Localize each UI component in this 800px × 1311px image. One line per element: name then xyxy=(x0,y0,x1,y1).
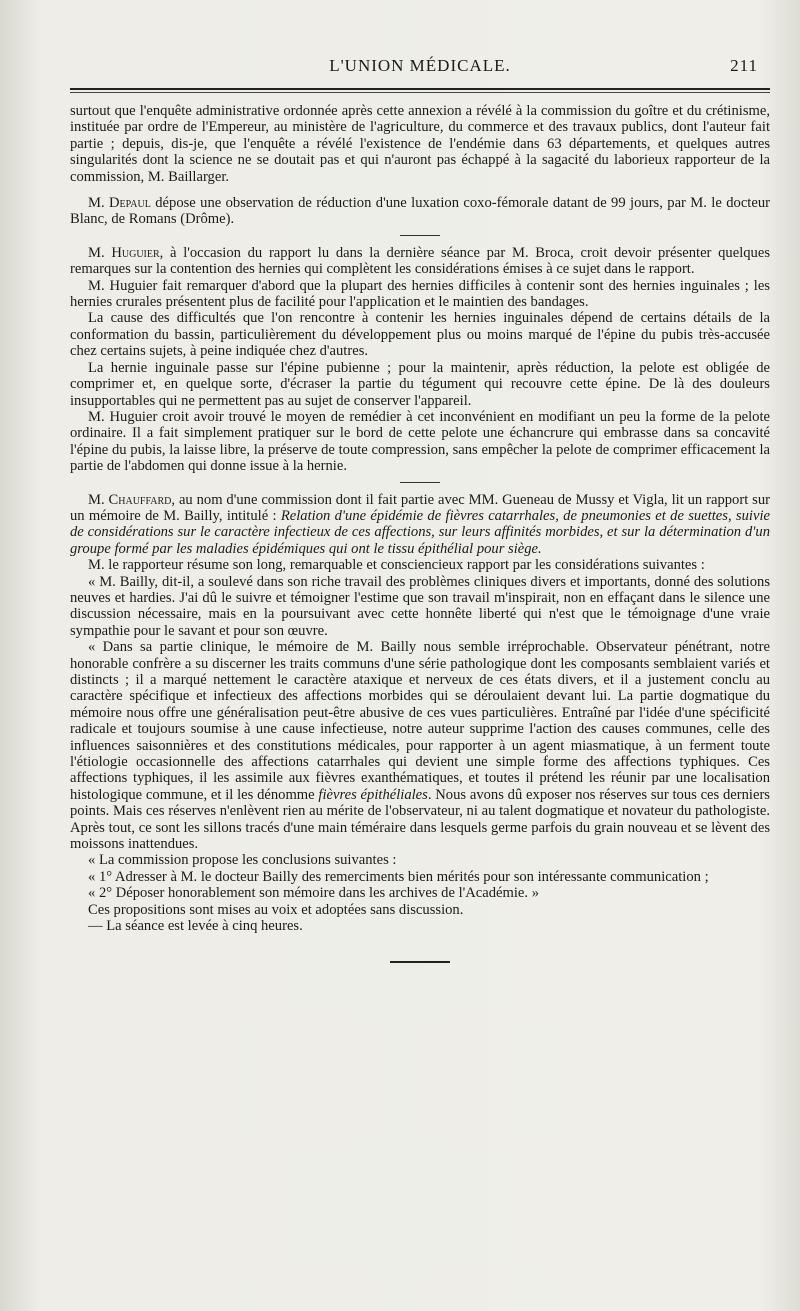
journal-title: L'UNION MÉDICALE. xyxy=(329,56,511,75)
paragraph-12: « La commission propose les conclusions suivantes : xyxy=(88,852,397,869)
paragraph-chauffard xyxy=(70,492,770,558)
speaker-depaul: M. Depaul xyxy=(88,195,151,212)
paragraph-11-text-b: . Nous avons dû exposer nos réserves sur tous ces derniers points. Mais ces réserves n'enlèvent rien au mérite de l'observateur, ni au talent dogmatique et novateur du pathologiste. Après tout, ce sont les sillons tracés d'une main téméraire dans lesquels germe parfois du grain nouveau et se lèvent des moissons inattendues. xyxy=(70,786,770,853)
paragraph-6: La hernie inguinale passe sur l'épine pubienne ; pour la maintenir, après réduction, la pelote est obligée de comprimer et, en quelque sorte, d'écraser la partie du tégument qui recouvre cette épine. De là des douleurs insupportables qui ne permettent pas au sujet de conserver l'appareil. xyxy=(70,359,770,409)
speaker-chauffard: M. Chauffard xyxy=(88,491,172,508)
paragraph-11-text-a: « Dans sa partie clinique, le mémoire de M. Bailly nous semble irréprochable. Observateur pénétrant, notre honorable confrère a su discerner les traits communs d'une série pathologique dont les composants semblaient variés et distincts ; il a marqué nettement le caractère ataxique et nerveux de ces états divers, et il a justement conclu au caractère spécifique et infectieux des affections morbides qui se déroulaient devant lui. La partie dogmatique du mémoire nous offre une généralisation peut-être abusive de ces vues particulières. Entraîné par l'idée d'une spécificité radicale et toujours soumise à une cause infectieuse, notre auteur supprime l'action des causes communes, celle des influences saisonnières et des constitutions médicales, pour rapporter à un agent miasmatique, à un ferment toute l'étiologie occasionnelle des affections catarrhales qui devient une simple forme des affections typhiques. Ces affections typhiques, il les assimile aux fièvres exanthématiques, et toutes il prétend les réunir par une localisation histologique commune, et il les dénomme xyxy=(70,639,770,803)
paragraph-chauffard-text: , au nom d'une commission dont il fait partie avec MM. Gueneau de Mussy et Vigla, lit un rapport sur un mémoire de M. Bailly, intitulé : xyxy=(70,491,770,524)
paragraph-10: « M. Bailly, dit-il, a soulevé dans son riche travail des problèmes cliniques divers et importants, donné des solutions neuves et hardies. J'ai dû le suivre et témoigner l'estime que son travail m'inspirait, non en effaçant dans le silence une discussion nécessaire, mais en la poursuivant avec cette honnête liberté qui n'est que le témoignage d'une vraie sympathie pour le savant et pour son œuvre. xyxy=(70,573,770,639)
end-rule xyxy=(390,961,450,963)
paragraph-7: M. Huguier croit avoir trouvé le moyen de remédier à cet inconvénient en modifiant un peu la forme de la pelote ordinaire. Il a fait simplement pratiquer sur le bord de cette pelote une échancrure qui embrasse dans sa concavité l'épine du pubis, la laisse libre, la préserve de toute compression, sans empêcher la pelote de comprimer efficacement la partie de l'abdomen qui donne issue à la hernie. xyxy=(70,408,770,475)
paragraph-13: « 1° Adresser à M. le docteur Bailly des remerciments bien mérités pour son intéressante communication ; xyxy=(88,868,709,885)
paragraph-5: La cause des difficultés que l'on rencontre à contenir les hernies inguinales dépend de certains détails de la conformation du bassin, particulièrement du développement plus ou moins marqué de l'épine du pubis très-accusée chez certains sujets, à peine indiquée chez d'autres. xyxy=(70,310,770,360)
article-body xyxy=(70,103,770,963)
paragraph-huguier-text: , à l'occasion du rapport lu dans la dernière séance par M. Broca, croit devoir présenter quelques remarques sur la contention des hernies qui complètent les considérations émises à ce sujet dans le rapport. xyxy=(70,244,770,278)
memoir-title: Relation d'une épidémie de fièvres catarrhales, de pneumonies et de suettes, suivie de considérations sur le caractère infectieux de ces affections, sur leurs affinités morbides, et sur la détermination d'un groupe formé par les maladies épidémiques qui ont le tissu épithélial pour siège. xyxy=(70,507,770,557)
paragraph-4: M. Huguier fait remarquer d'abord que la plupart des hernies difficiles à contenir sont des hernies inguinales ; les hernies crurales présentent plus de facilité pour l'application et le maintien des bandages. xyxy=(70,277,770,311)
paragraph-9: M. le rapporteur résume son long, remarquable et consciencieux rapport par les considérations suivantes : xyxy=(88,557,705,574)
term-fievres-epitheliales: fièvres épithéliales xyxy=(318,786,428,803)
page-number: 211 xyxy=(730,56,758,75)
paragraph-11 xyxy=(70,639,770,852)
section-separator xyxy=(400,482,440,483)
section-separator xyxy=(400,235,440,236)
header-rule xyxy=(70,88,770,93)
paragraph-16: — La séance est levée à cinq heures. xyxy=(88,918,303,935)
paragraph-1: surtout que l'enquête administrative ordonnée après cette annexion a révélé à la commission du goître et du crétinisme, instituée par ordre de l'Empereur, au ministère de l'agriculture, du commerce et des travaux publics, dont l'auteur fait partie ; depuis, dis-je, que l'enquête a révélé l'existence de l'endémie dans 63 départements, et quelques autres singularités dont la science ne se doutait pas et qui n'auront pas échappé à la sagacité du laborieux rapporteur de la commission, M. Baillarger. xyxy=(70,103,770,185)
paragraph-huguier xyxy=(70,245,770,278)
paragraph-15: Ces propositions sont mises au voix et adoptées sans discussion. xyxy=(88,901,464,918)
paragraph-14: « 2° Déposer honorablement son mémoire dans les archives de l'Académie. » xyxy=(88,885,540,902)
paragraph-depaul-text: dépose une observation de réduction d'une luxation coxo-fémorale datant de 99 jours, par M. le docteur Blanc, de Romans (Drôme). xyxy=(70,195,770,228)
speaker-huguier: M. Huguier xyxy=(88,244,160,261)
paragraph-depaul xyxy=(70,195,770,228)
running-header xyxy=(70,56,770,82)
